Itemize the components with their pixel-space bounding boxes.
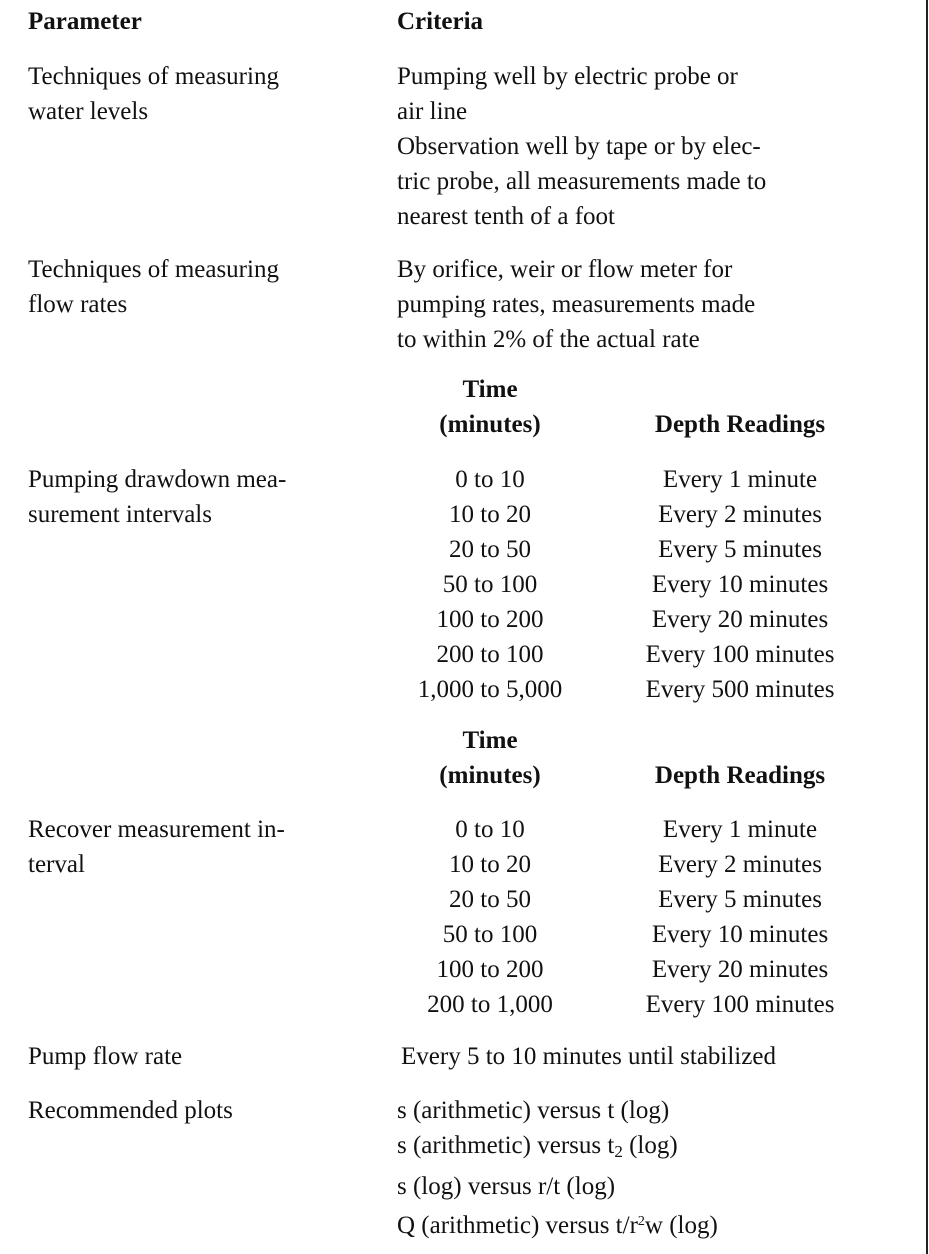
time-cell: 20 to 50 bbox=[449, 536, 531, 563]
header-criteria: Criteria bbox=[397, 8, 484, 35]
param-line: terval bbox=[28, 851, 85, 878]
drawdown-depth-header: Depth Readings bbox=[654, 411, 826, 438]
time-cell: 10 to 20 bbox=[449, 501, 531, 528]
time-cell: 1,000 to 5,000 bbox=[417, 676, 563, 703]
criteria-line: Pumping well by electric probe or bbox=[397, 63, 738, 90]
time-cell: 50 to 100 bbox=[442, 571, 538, 598]
plot-line: Q (arithmetic) versus $t/r^2w$ (log) bbox=[397, 1212, 718, 1239]
param-line: water levels bbox=[28, 98, 149, 125]
recovery-depth-header: Depth Readings bbox=[654, 762, 826, 789]
recovery-depth-column bbox=[610, 812, 870, 1022]
param-pump-flow-rate: Pump flow rate bbox=[28, 1043, 183, 1070]
criteria-line: Observation well by tape or by elec- bbox=[397, 133, 761, 160]
depth-cell: Every 1 minute bbox=[662, 816, 818, 843]
depth-cell: Every 100 minutes bbox=[645, 991, 835, 1018]
recovery-time-header: Time (minutes) bbox=[439, 727, 541, 789]
param-line: Pumping drawdown mea- bbox=[28, 466, 287, 493]
depth-cell: Every 100 minutes bbox=[645, 641, 835, 668]
criteria-line: to within 2% of the actual rate bbox=[397, 326, 700, 353]
criteria-line: air line bbox=[397, 98, 468, 125]
param-flow-rates bbox=[28, 252, 373, 322]
depth-cell: Every 5 minutes bbox=[658, 536, 822, 563]
criteria-pump-flow-rate: Every 5 to 10 minutes until stabilized bbox=[401, 1043, 776, 1070]
criteria-line: tric probe, all measurements made to bbox=[397, 168, 767, 195]
param-recovery bbox=[28, 812, 373, 882]
criteria-line: pumping rates, measurements made bbox=[397, 291, 756, 318]
depth-cell: Every 10 minutes bbox=[651, 571, 829, 598]
time-cell: 200 to 1,000 bbox=[427, 991, 553, 1018]
criteria-recommended-plots bbox=[397, 1093, 897, 1243]
depth-cell: Every 5 minutes bbox=[658, 886, 822, 913]
time-cell: 100 to 200 bbox=[436, 606, 544, 633]
param-water-levels bbox=[28, 59, 373, 129]
param-recommended-plots: Recommended plots bbox=[28, 1097, 233, 1124]
depth-cell: Every 1 minute bbox=[662, 466, 818, 493]
param-drawdown bbox=[28, 462, 373, 532]
param-line: surement intervals bbox=[28, 501, 212, 528]
page-edge-rule bbox=[926, 0, 928, 1254]
drawdown-time-column bbox=[390, 462, 590, 707]
param-line: flow rates bbox=[28, 291, 128, 318]
param-line: Techniques of measuring bbox=[28, 63, 279, 90]
criteria-flow-rates bbox=[397, 252, 897, 357]
time-cell: 0 to 10 bbox=[455, 816, 525, 843]
depth-cell: Every 500 minutes bbox=[645, 676, 835, 703]
plot-line: s (log) versus r/t (log) bbox=[397, 1173, 616, 1200]
depth-cell: Every 2 minutes bbox=[658, 501, 822, 528]
time-cell: 10 to 20 bbox=[449, 851, 531, 878]
criteria-line: nearest tenth of a foot bbox=[397, 203, 615, 230]
criteria-water-levels bbox=[397, 59, 897, 234]
plot-line: s (arithmetic) versus t (log) bbox=[397, 1097, 670, 1124]
header-parameter: Parameter bbox=[28, 8, 142, 35]
time-cell: 20 to 50 bbox=[449, 886, 531, 913]
drawdown-depth-column bbox=[610, 462, 870, 707]
time-cell: 50 to 100 bbox=[442, 921, 538, 948]
depth-cell: Every 20 minutes bbox=[651, 956, 829, 983]
criteria-line: By orifice, weir or flow meter for bbox=[397, 256, 733, 283]
time-cell: 200 to 100 bbox=[436, 641, 544, 668]
recovery-time-column bbox=[390, 812, 590, 1022]
time-cell: 100 to 200 bbox=[436, 956, 544, 983]
depth-cell: Every 20 minutes bbox=[651, 606, 829, 633]
drawdown-time-header: Time (minutes) bbox=[439, 376, 541, 438]
plot-line: s (arithmetic) versus t2 (log) bbox=[397, 1132, 678, 1161]
time-cell: 0 to 10 bbox=[455, 466, 525, 493]
param-line: Techniques of measuring bbox=[28, 256, 279, 283]
depth-cell: Every 10 minutes bbox=[651, 921, 829, 948]
depth-cell: Every 2 minutes bbox=[658, 851, 822, 878]
param-line: Recover measurement in- bbox=[28, 816, 285, 843]
